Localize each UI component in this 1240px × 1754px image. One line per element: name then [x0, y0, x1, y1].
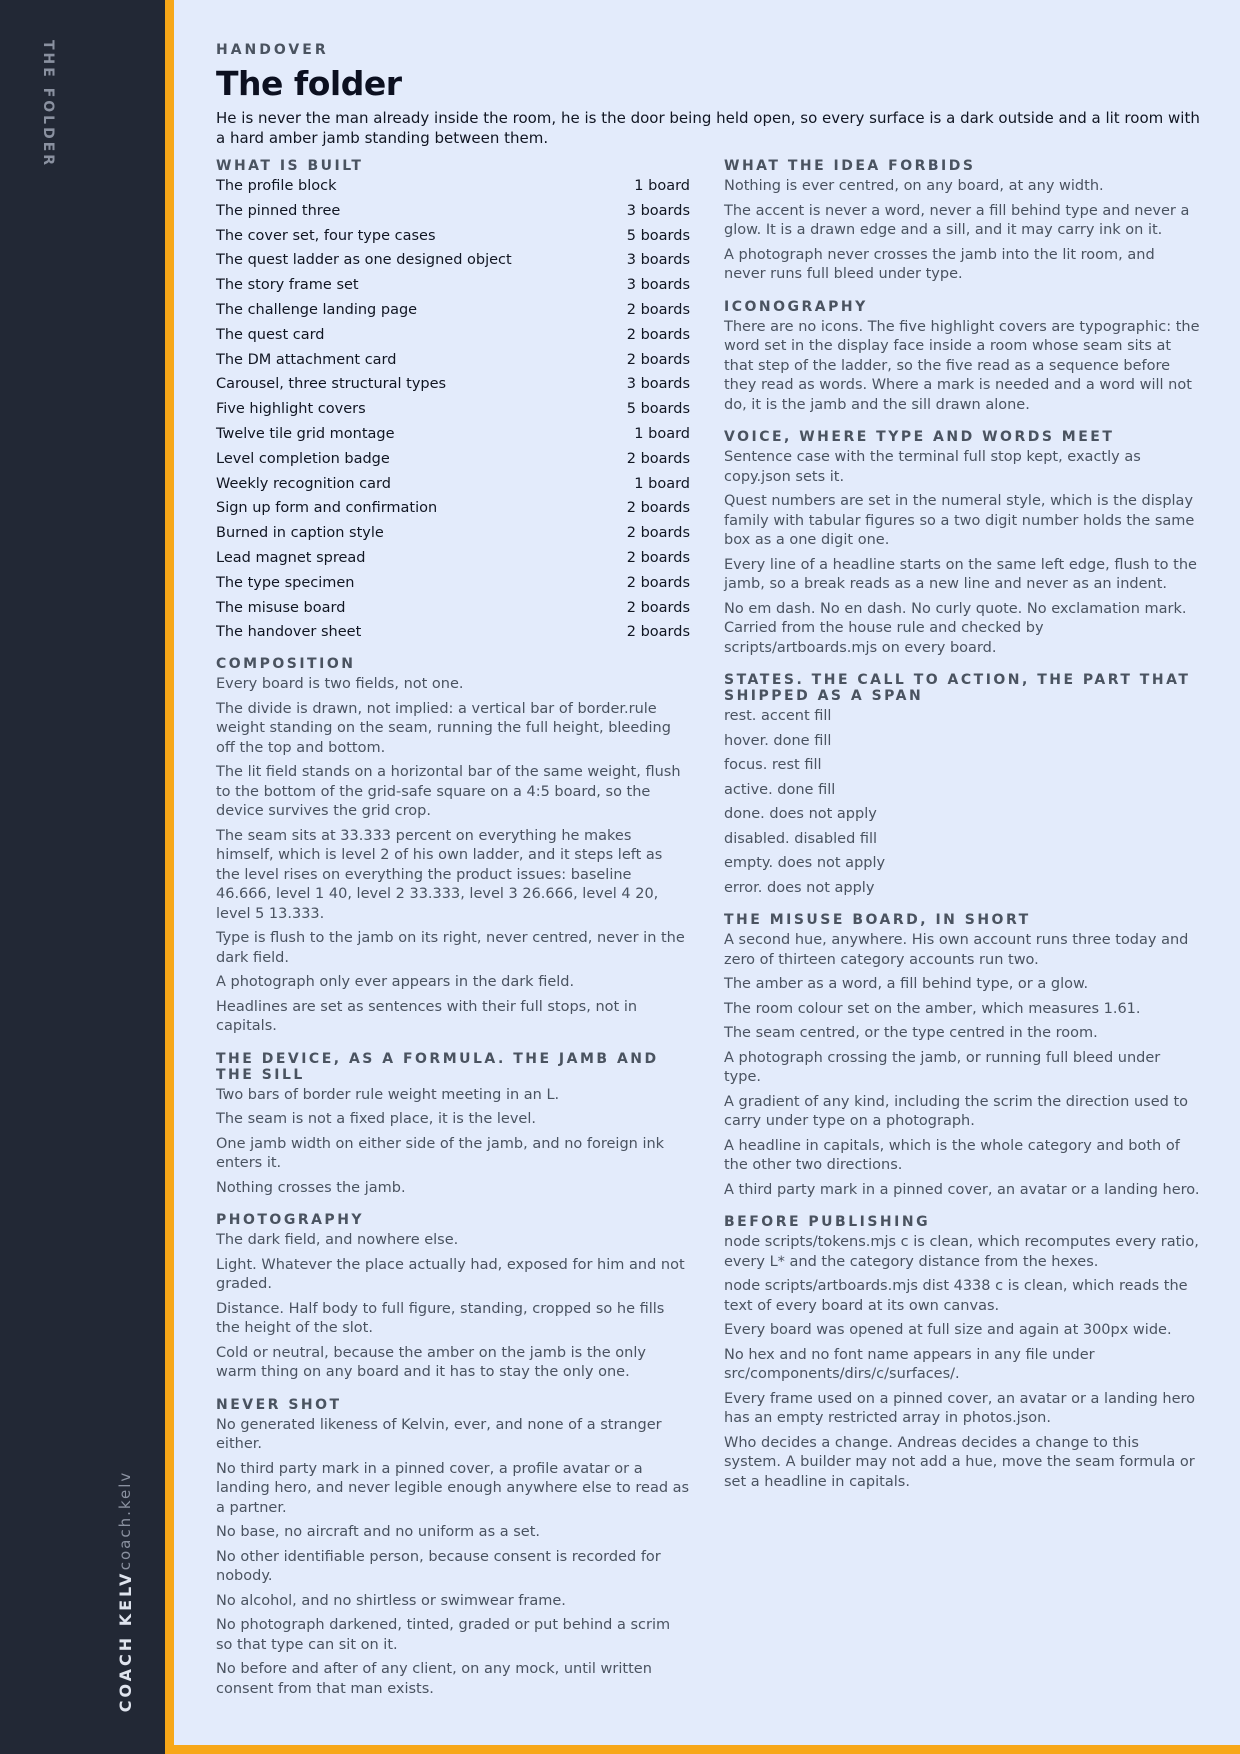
paragraph: The seam is not a fixed place, it is the level.	[216, 1111, 536, 1128]
paragraph: One jamb width on either side of the jamb, and no foreign ink enters it.	[216, 1135, 665, 1172]
section-misuse	[724, 912, 1200, 1200]
paragraph: Every board was opened at full size and again at 300px wide.	[724, 1322, 1172, 1338]
rail-folder-label: THE FOLDER	[40, 40, 56, 169]
paragraph: Sentence case with the terminal full stop kept, exactly as copy.json sets it.	[724, 449, 1141, 485]
paragraph: The divide is drawn, not implied: a vertical bar of border.rule weight standing on the seam, running the full height, bleeding off the top and bottom.	[216, 700, 671, 756]
built-row-count: 2 boards	[626, 326, 690, 343]
paragraph: The room colour set on the amber, which measures 1.61.	[724, 1000, 1141, 1017]
paragraph: done. does not apply	[724, 806, 877, 822]
section-composition	[216, 656, 690, 1037]
section-heading: THE DEVICE, AS A FORMULA. THE JAMB AND THE SILL	[216, 1050, 659, 1083]
section-publishing	[724, 1214, 1200, 1492]
left-column	[216, 158, 690, 1713]
built-row	[216, 524, 690, 543]
paragraph: No other identifiable person, because consent is recorded for nobody.	[216, 1548, 661, 1585]
built-row-count: 5 boards	[626, 401, 690, 418]
section-heading: PHOTOGRAPHY	[216, 1212, 365, 1229]
section-heading: STATES. THE CALL TO ACTION, THE PART THAT SHIPPED AS A SPAN	[724, 672, 1191, 704]
section-iconography	[724, 299, 1200, 416]
paragraph: A third party mark in a pinned cover, an avatar or a landing hero.	[724, 1181, 1200, 1198]
built-row-count: 2 boards	[626, 351, 690, 368]
paragraph: A headline in capitals, which is the whole category and both of the other two directions.	[724, 1137, 1180, 1173]
paragraph: Quest numbers are set in the numeral style, which is the display family with tabular figures so a two digit number holds the same box as a one digit one.	[724, 493, 1195, 548]
built-row-count: 2 boards	[626, 301, 690, 318]
paragraph: empty. does not apply	[724, 855, 886, 871]
paragraph-list	[216, 1416, 690, 1700]
handover-sheet	[216, 40, 1200, 1697]
lede: He is never the man already inside the room, he is the door being held open, so every surface is a dark outside and a lit room with a hard amber jamb standing between them.	[216, 109, 1200, 147]
paragraph-list	[724, 318, 1200, 416]
paragraph: hover. done fill	[724, 732, 832, 749]
paragraph: A photograph never crosses the jamb into the lit room, and never runs full bleed under type.	[724, 246, 1155, 282]
built-row-count: 2 boards	[626, 549, 690, 566]
built-row	[216, 177, 690, 196]
built-row	[216, 301, 690, 320]
paragraph: rest. accent fill	[724, 708, 832, 724]
built-row-count: 1 board	[634, 178, 690, 194]
built-row-name: The misuse board	[216, 599, 346, 616]
paragraph: No hex and no font name appears in any file under src/components/dirs/c/surfaces/.	[724, 1346, 1095, 1382]
dark-rail	[0, 0, 165, 1754]
paragraph: No generated likeness of Kelvin, ever, and none of a stranger either.	[216, 1416, 662, 1453]
built-row-name: The quest card	[216, 326, 325, 343]
built-row-count: 2 boards	[626, 574, 690, 591]
built-row-count: 3 boards	[626, 277, 690, 294]
built-row	[216, 574, 690, 593]
section-never-shot	[216, 1397, 690, 1700]
section-heading: BEFORE PUBLISHING	[724, 1214, 931, 1230]
paragraph-list	[724, 448, 1200, 658]
paragraph: There are no icons. The five highlight covers are typographic: the word set in the display face inside a room whose seam sits at that step of the ladder, so the five read as a sequence before they read as words. Where a mark is needed and a word will not do, it is the jamb and the sill drawn alone.	[724, 318, 1200, 413]
paragraph: The dark field, and nowhere else.	[216, 1232, 459, 1249]
amber-sill	[165, 1745, 1240, 1754]
brand-name: COACH KELV	[116, 1570, 135, 1712]
paragraph: Nothing is ever centred, on any board, at any width.	[724, 178, 1104, 194]
built-list	[216, 177, 690, 642]
section-built	[216, 158, 690, 642]
paragraph-list	[724, 707, 1200, 898]
paragraph: Nothing crosses the jamb.	[216, 1179, 406, 1196]
built-row	[216, 351, 690, 370]
paragraph-list	[724, 931, 1200, 1200]
built-row-name: The quest ladder as one designed object	[216, 252, 512, 269]
paragraph: Distance. Half body to full figure, standing, cropped so he fills the height of the slot.	[216, 1300, 665, 1337]
built-row-count: 2 boards	[626, 525, 690, 542]
paragraph: A photograph only ever appears in the dark field.	[216, 974, 575, 991]
paragraph: Every board is two fields, not one.	[216, 676, 464, 693]
paragraph-list	[724, 177, 1200, 285]
built-row-name: Twelve tile grid montage	[216, 425, 395, 442]
paragraph: Light. Whatever the place actually had, exposed for him and not graded.	[216, 1256, 685, 1293]
section-heading: WHAT IS BUILT	[216, 158, 364, 174]
paragraph: Every line of a headline starts on the same left edge, flush to the jamb, so a break reads as a new line and never as an indent.	[724, 556, 1197, 592]
built-row-name: Lead magnet spread	[216, 549, 366, 566]
built-row-name: The profile block	[216, 178, 337, 194]
section-states	[724, 672, 1200, 898]
section-photography	[216, 1212, 690, 1383]
section-heading: WHAT THE IDEA FORBIDS	[724, 158, 976, 174]
paragraph-list	[724, 1233, 1200, 1492]
section-heading: VOICE, WHERE TYPE AND WORDS MEET	[724, 429, 1115, 445]
paragraph: error. does not apply	[724, 879, 875, 896]
built-row-count: 1 board	[634, 475, 690, 492]
paragraph: active. done fill	[724, 781, 836, 798]
paragraph: Cold or neutral, because the amber on the jamb is the only warm thing on any board and it has to stay the only one.	[216, 1344, 646, 1381]
paragraph: The accent is never a word, never a fill behind type and never a glow. It is a drawn edge and a sill, and it may carry ink on it.	[724, 202, 1190, 238]
built-row	[216, 425, 690, 444]
built-row	[216, 202, 690, 221]
built-row-count: 2 boards	[626, 624, 690, 641]
paragraph: focus. rest fill	[724, 757, 822, 773]
built-row	[216, 276, 690, 295]
built-row-count: 2 boards	[626, 450, 690, 467]
eyebrow: HANDOVER	[216, 42, 329, 58]
built-row	[216, 400, 690, 419]
built-row-name: Burned in caption style	[216, 525, 384, 542]
section-forbids	[724, 158, 1200, 285]
built-row-name: The cover set, four type cases	[216, 227, 436, 244]
section-heading: COMPOSITION	[216, 656, 356, 673]
paragraph: The lit field stands on a horizontal bar of the same weight, flush to the bottom of the grid-safe square on a 4:5 board, so the device survives the grid crop.	[216, 764, 681, 820]
paragraph: Two bars of border rule weight meeting in an L.	[216, 1086, 560, 1103]
paragraph: Type is flush to the jamb on its right, never centred, never in the dark field.	[216, 930, 685, 966]
page-title: The folder	[216, 64, 402, 103]
paragraph: Headlines are set as sentences with their full stops, not in capitals.	[216, 998, 638, 1035]
built-row-name: Five highlight covers	[216, 401, 366, 418]
paragraph: No third party mark in a pinned cover, a profile avatar or a landing hero, and never legible enough anywhere else to read as a partner.	[216, 1460, 690, 1516]
built-row-count: 2 boards	[626, 599, 690, 616]
built-row	[216, 326, 690, 345]
built-row-name: The DM attachment card	[216, 351, 397, 368]
section-heading: THE MISUSE BOARD, IN SHORT	[724, 912, 1031, 928]
built-row	[216, 251, 690, 270]
paragraph: No base, no aircraft and no uniform as a set.	[216, 1524, 540, 1541]
section-heading: NEVER SHOT	[216, 1396, 342, 1413]
right-column	[724, 158, 1200, 1506]
built-row-name: The pinned three	[216, 202, 341, 219]
paragraph: No em dash. No en dash. No curly quote. No exclamation mark. Carried from the house rule and checked by scripts/artboards.mjs on every board.	[724, 600, 1187, 656]
built-row	[216, 475, 690, 494]
built-row-count: 1 board	[634, 425, 690, 442]
built-row-count: 3 boards	[626, 252, 690, 269]
section-voice	[724, 429, 1200, 658]
built-row-name: The type specimen	[216, 574, 355, 591]
paragraph: The amber as a word, a fill behind type, or a glow.	[724, 976, 1089, 992]
built-row-count: 2 boards	[626, 500, 690, 517]
brand-handle: coach.kelv	[116, 1470, 134, 1571]
built-row	[216, 450, 690, 469]
built-row-name: The challenge landing page	[216, 301, 418, 318]
paragraph: node scripts/artboards.mjs dist 4338 c is clean, which reads the text of every board at its own canvas.	[724, 1278, 1188, 1314]
built-row-count: 5 boards	[626, 227, 690, 244]
paragraph: No alcohol, and no shirtless or swimwear frame.	[216, 1592, 566, 1609]
paragraph: No before and after of any client, on any mock, until written consent from that man exists.	[216, 1661, 652, 1697]
brand-lockup	[116, 1471, 139, 1712]
paragraph-list	[216, 1231, 690, 1383]
paragraph: Who decides a change. Andreas decides a change to this system. A builder may not add a hue, move the seam formula or set a headline in capitals.	[724, 1434, 1195, 1490]
paragraph: The seam sits at 33.333 percent on everything he makes himself, which is level 2 of his own ladder, and it steps left as the level rises on everything the product issues: baseline 46.666, level 1 40, level 2 33.333, level 3 26.666, level 4 20, level 5 13.333.	[216, 827, 663, 922]
built-row	[216, 623, 690, 642]
section-device	[216, 1051, 690, 1199]
built-row-name: Weekly recognition card	[216, 475, 391, 492]
section-heading: ICONOGRAPHY	[724, 298, 868, 315]
paragraph: The seam centred, or the type centred in the room.	[724, 1025, 1098, 1041]
built-row	[216, 599, 690, 618]
built-row-count: 3 boards	[626, 376, 690, 393]
paragraph: A photograph crossing the jamb, or running full bleed under type.	[724, 1049, 1161, 1085]
built-row	[216, 549, 690, 568]
paragraph-list	[216, 675, 690, 1037]
built-row	[216, 375, 690, 394]
built-row-name: The story frame set	[216, 277, 359, 294]
paragraph: No photograph darkened, tinted, graded or put behind a scrim so that type can sit on it.	[216, 1617, 671, 1653]
built-row-name: Level completion badge	[216, 450, 390, 467]
built-row	[216, 499, 690, 518]
paragraph: disabled. disabled fill	[724, 830, 878, 847]
built-row-name: Sign up form and confirmation	[216, 500, 438, 517]
paragraph: A gradient of any kind, including the scrim the direction used to carry under type on a photograph.	[724, 1093, 1188, 1129]
paragraph: Every frame used on a pinned cover, an avatar or a landing hero has an empty restricted array in photos.json.	[724, 1390, 1196, 1426]
paragraph-list	[216, 1086, 690, 1199]
built-row-count: 3 boards	[626, 202, 690, 219]
paragraph: A second hue, anywhere. His own account runs three today and zero of thirteen category accounts run two.	[724, 932, 1189, 968]
built-row	[216, 227, 690, 246]
amber-jamb	[165, 0, 174, 1754]
paragraph: node scripts/tokens.mjs c is clean, which recomputes every ratio, every L* and the category distance from the hexes.	[724, 1234, 1199, 1270]
built-row-name: Carousel, three structural types	[216, 376, 447, 393]
built-row-name: The handover sheet	[216, 624, 362, 641]
